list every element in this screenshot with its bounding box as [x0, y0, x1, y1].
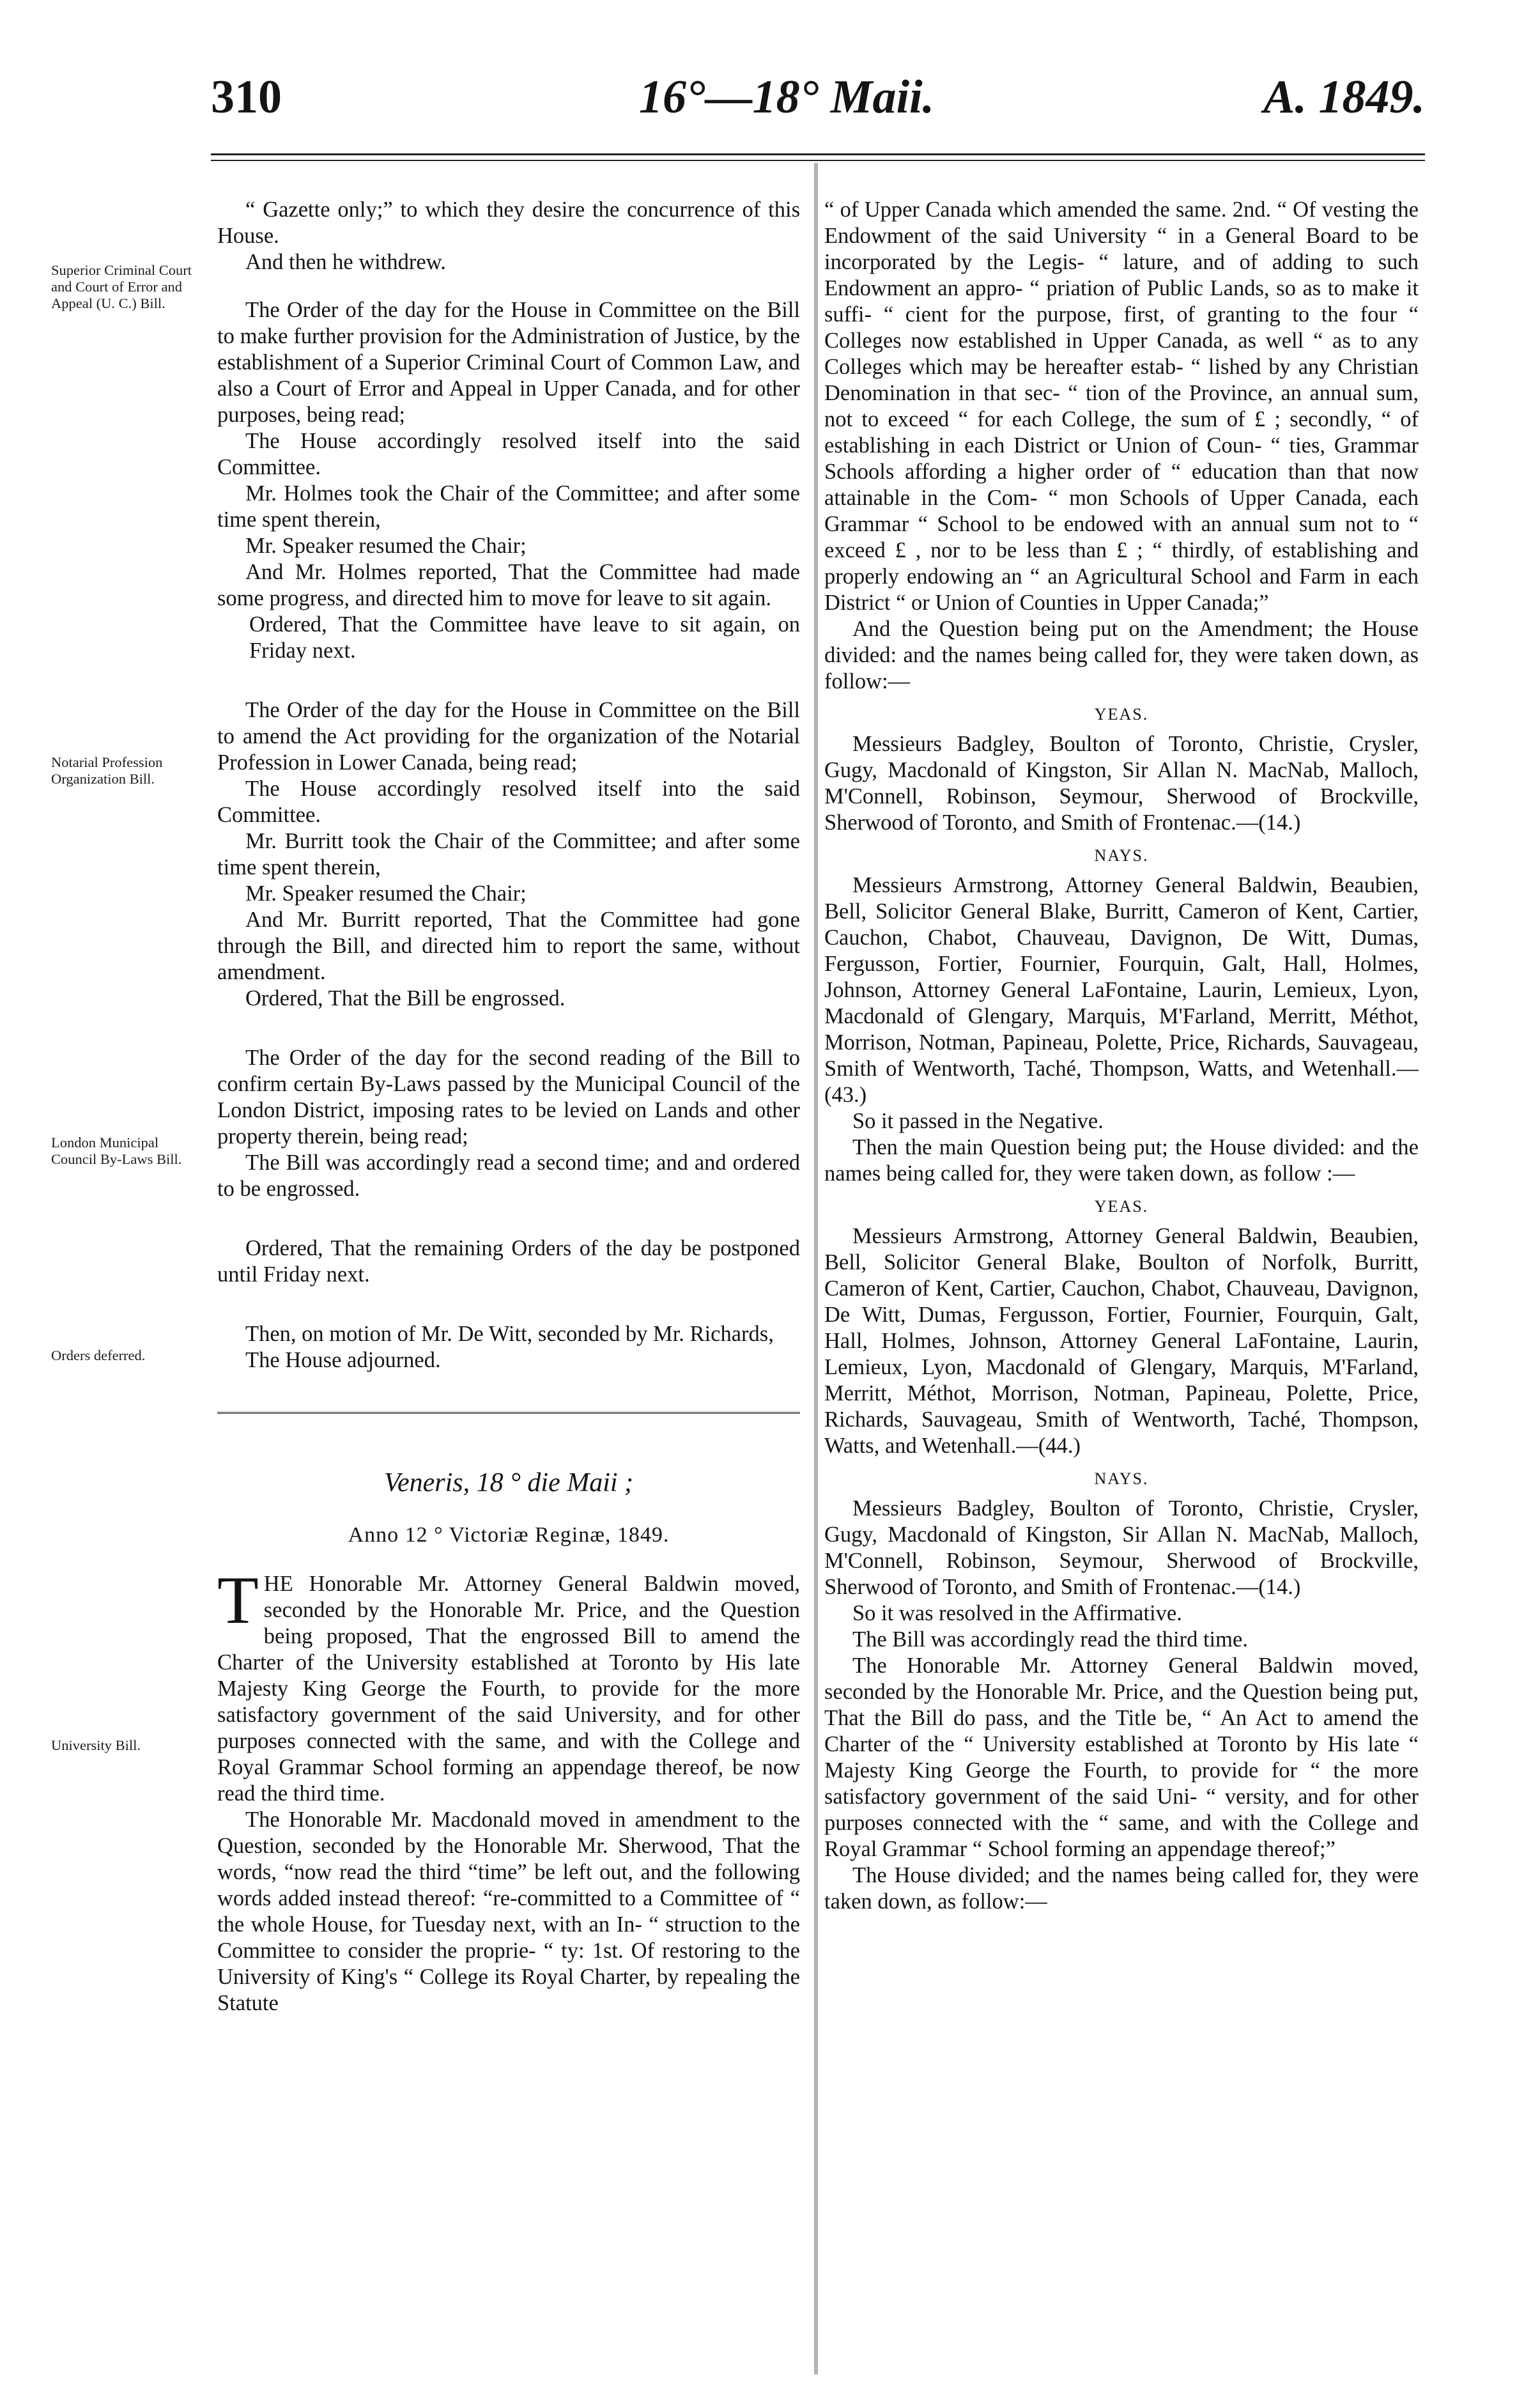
paragraph: And the Question being put on the Amendment; the House divided: and the names being called for, they were taken down, as follow:—	[824, 617, 1419, 693]
header-year: A. 1849.	[1263, 71, 1425, 123]
left-column	[217, 197, 800, 2017]
paragraph: “ Gazette only;” to which they desire the concurrence of this House.	[217, 197, 800, 248]
paragraph: The Honorable Mr. Attorney General Baldwin moved, seconded by the Honorable Mr. Price, and the Question being put, That the Bill do pass, and the Title be, “ An Act to amend the Charter of the “ University established at Toronto by His late “ Majesty King George the Fourth, to provide for “ the more satisfactory government of the said Uni- “ versity, and for other purposes connected with the “ same, and with the College and Royal Grammar “ School forming an appendage thereof;”	[824, 1653, 1419, 1861]
division-list: Messieurs Badgley, Boulton of Toronto, Christie, Crysler, Gugy, Macdonald of Kingston, Sir Allan N. MacNab, Malloch, M'Connell, Robinson, Seymour, Sherwood of Brockville, Sherwood of Toronto, and Smith of Frontenac.—(14.)	[824, 732, 1419, 835]
paragraph: So it passed in the Negative.	[852, 1109, 1104, 1133]
paragraph: Mr. Burritt took the Chair of the Committee; and after some time spent therein,	[217, 829, 800, 879]
column-divider	[815, 163, 817, 2374]
division-list: Messieurs Badgley, Boulton of Toronto, Christie, Crysler, Gugy, Macdonald of Kingston, Sir Allan N. MacNab, Malloch, M'Connell, Robinson, Seymour, Sherwood of Brockville, Sherwood of Toronto, and Smith of Frontenac.—(14.)	[824, 1496, 1419, 1599]
paragraph: And Mr. Holmes reported, That the Committee had made some progress, and directed him to move for leave to sit again.	[217, 560, 800, 610]
day-heading: Veneris, 18 ° die Maii ;	[383, 1468, 634, 1498]
section-rule	[217, 1412, 800, 1416]
division-label: NAYS.	[1094, 846, 1149, 865]
paragraph: The House accordingly resolved itself into the said Committee.	[217, 429, 800, 479]
header-date: 16°—18° Maii.	[639, 71, 935, 123]
paragraph: The Bill was accordingly read the third time.	[852, 1627, 1248, 1652]
paragraph: Mr. Speaker resumed the Chair;	[245, 534, 527, 558]
right-column	[824, 197, 1419, 1915]
paragraph: The Order of the day for the House in Committee on the Bill to make further provision for the Administration of Justice, by the establishment of a Superior Criminal Court of Common Law, and also a Court of Error and Appeal in Upper Canada, and for other purposes, being read;	[217, 298, 800, 427]
paragraph	[217, 1563, 800, 1807]
paragraph: Then, on motion of Mr. De Witt, seconded by Mr. Richards,	[245, 1322, 774, 1346]
page-number: 310	[211, 71, 282, 123]
margin-note: London Municipal Council By-Laws Bill.	[51, 1135, 182, 1167]
paragraph: Ordered, That the Committee have leave to sit again, on Friday next.	[249, 612, 800, 663]
margin-note: Notarial Profession Organization Bill.	[51, 754, 163, 787]
paragraph: So it was resolved in the Affirmative.	[852, 1601, 1182, 1625]
paragraph: Then the main Question being put; the House divided: and the names being called for, they were taken down, as follow :—	[824, 1135, 1419, 1186]
header-rule	[211, 160, 1425, 161]
division-list: Messieurs Armstrong, Attorney General Baldwin, Beaubien, Bell, Solicitor General Blake, Boulton of Norfolk, Burritt, Cameron of Kent, Cartier, Cauchon, Chabot, Chauveau, Davignon, De Witt, Dumas, Fergusson, Fortier, Fournier, Fourquin, Galt, Hall, Holmes, Johnson, Attorney General LaFontaine, Laurin, Lemieux, Lyon, Macdonald of Glengary, Marquis, M'Farland, Merritt, Méthot, Morrison, Notman, Papineau, Polette, Price, Richards, Sauvageau, Smith of Wentworth, Taché, Thompson, Watts, and Wetenhall.—(44.)	[824, 1224, 1419, 1458]
paragraph: And then he withdrew.	[245, 250, 446, 274]
paragraph: The Order of the day for the House in Committee on the Bill to amend the Act providing for the organization of the Notarial Profession in Lower Canada, being read;	[217, 698, 800, 775]
paragraph: The House adjourned.	[245, 1348, 441, 1372]
paragraph: And Mr. Burritt reported, That the Committee had gone through the Bill, and directed him to report the same, without amendment.	[217, 908, 800, 984]
paragraph: Ordered, That the Bill be engrossed.	[245, 986, 566, 1011]
paragraph: Mr. Holmes took the Chair of the Committee; and after some time spent therein,	[217, 481, 800, 532]
paragraph: Mr. Speaker resumed the Chair;	[245, 881, 527, 906]
paragraph: The Bill was accordingly read a second time; and and ordered to be engrossed.	[217, 1150, 800, 1201]
margin-note: Orders deferred.	[51, 1347, 146, 1363]
paragraph: The House divided; and the names being called for, they were taken down, as follow:—	[824, 1863, 1419, 1914]
margin-note: University Bill.	[51, 1737, 141, 1753]
division-list: Messieurs Armstrong, Attorney General Baldwin, Beaubien, Bell, Solicitor General Blake, Burritt, Cameron of Kent, Cartier, Cauchon, Chabot, Chauveau, Davignon, De Witt, Dumas, Fergusson, Fortier, Fournier, Fourquin, Galt, Hall, Holmes, Johnson, Attorney General LaFontaine, Laurin, Lemieux, Lyon, Macdonald of Glengary, Marquis, M'Farland, Merritt, Méthot, Morrison, Notman, Papineau, Polette, Price, Richards, Sauvageau, Smith of Wentworth, Taché, Thompson, Watts, and Wetenhall.—(43.)	[824, 873, 1419, 1107]
regnal-year-line: Anno 12 ° Victoriæ Reginæ, 1849.	[348, 1523, 670, 1547]
margin-note: Superior Criminal Court and Court of Error and Appeal (U. C.) Bill.	[51, 262, 192, 311]
division-label: NAYS.	[1094, 1469, 1149, 1488]
header-rule	[211, 153, 1425, 155]
paragraph: “ of Upper Canada which amended the same. 2nd. “ Of vesting the Endowment of the said University “ in a General Board to be incorporated by the Legis- “ lature, and of adding to such Endowment an appro- “ priation of Public Lands, so as to make it suffi- “ cient for the purpose, first, of granting to the four “ Colleges now established in Upper Canada, as well “ as to any Colleges which may be hereafter estab- “ lished by any Christian Denomination in that sec- “ tion of the Province, an annual sum, not to exceed “ for each College, the sum of £ ; secondly, “ of establishing in each District or Union of Coun- “ ties, Grammar Schools affording a higher order of “ education than that now attainable in the Com- “ mon Schools of Upper Canada, each Grammar “ School to be endowed with an annual sum not to “ exceed £ , nor to be less than £ ; “ thirdly, of establishing and properly endowing an “ an Agricultural School and Farm in each District “ or Union of Counties in Upper Canada;”	[824, 197, 1419, 615]
division-label: YEAS.	[1094, 1197, 1149, 1216]
paragraph-text: HE Honorable Mr. Attorney General Baldwin moved, seconded by the Honorable Mr. Price, and the Question being proposed, That the engrossed Bill to amend the Charter of the University established at Toronto by His late Majesty King George the Fourth, to provide for the more satisfactory government of the said University, and for other purposes connected with the same, and with the College and Royal Grammar School forming an appendage thereof, be now read the third time.	[217, 1572, 800, 1806]
paragraph: The Order of the day for the second reading of the Bill to confirm certain By-Laws passed by the Municipal Council of the London District, imposing rates to be levied on Lands and other property therein, being read;	[217, 1046, 800, 1149]
drop-cap: T	[217, 1563, 259, 1638]
paragraph: The House accordingly resolved itself into the said Committee.	[217, 777, 800, 827]
division-label: YEAS.	[1094, 705, 1149, 724]
page-header	[0, 64, 1540, 134]
paragraph: Ordered, That the remaining Orders of the day be postponed until Friday next.	[217, 1236, 800, 1287]
paragraph: The Honorable Mr. Macdonald moved in amendment to the Question, seconded by the Honorable Mr. Sherwood, That the words, “now read the third “time” be left out, and the following words added instead thereof: “re-committed to a Committee of “ the whole House, for Tuesday next, with an In- “ struction to the Committee to consider the proprie- “ ty: 1st. Of restoring to the University of King's “ College its Royal Charter, by repealing the Statute	[217, 1808, 800, 2015]
